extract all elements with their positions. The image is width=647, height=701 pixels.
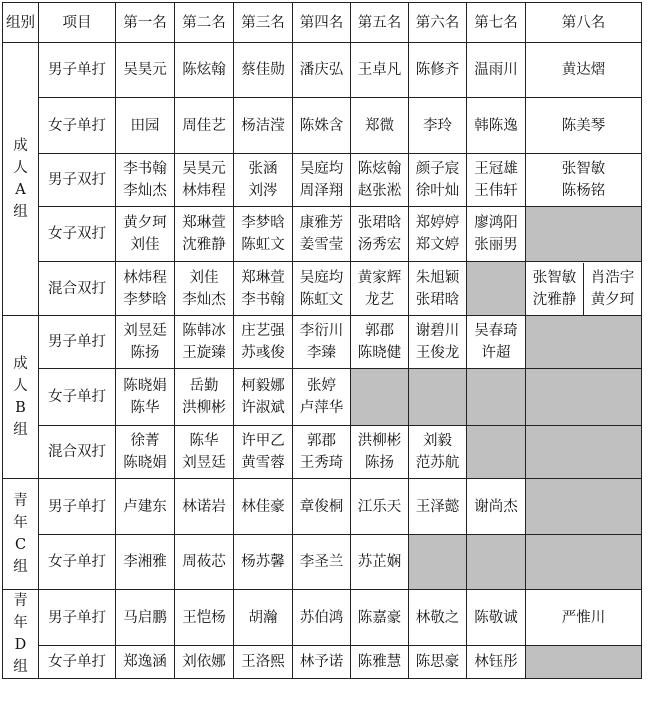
place-cell: 张珺晗 汤秀宏 — [351, 207, 409, 262]
place-cell: 陈韩冰 王旋臻 — [175, 316, 234, 369]
place-cell — [409, 369, 467, 426]
place-cell: 刘昱廷 陈扬 — [116, 316, 175, 369]
place-cell: 岳勤 洪柳彬 — [175, 369, 234, 426]
header-cell: 第三名 — [234, 3, 293, 43]
event-cell: 女子单打 — [39, 535, 116, 590]
place-cell: 张涵 刘涔 — [234, 154, 293, 207]
place-cell — [526, 369, 642, 426]
place-cell: 陈敬诚 — [467, 590, 526, 646]
place-cell: 陈炫翰 — [175, 43, 234, 98]
place-cell — [526, 207, 642, 262]
place-cell: 吴昊元 — [116, 43, 175, 98]
place-cell: 卢建东 — [116, 479, 175, 535]
place-cell: 李梦晗 陈虹文 — [234, 207, 293, 262]
group-cell: 青 年 C 组 — [3, 479, 39, 590]
place-cell: 刘佳 李灿杰 — [175, 262, 234, 316]
place-cell: 韩陈逸 — [467, 98, 526, 154]
place-cell — [467, 262, 526, 316]
place-cell: 谢碧川 王俊龙 — [409, 316, 467, 369]
event-cell: 男子单打 — [39, 43, 116, 98]
place-cell: 陈美琴 — [526, 98, 642, 154]
place-cell: 徐菁 陈晓娟 — [116, 426, 175, 479]
event-cell: 女子双打 — [39, 207, 116, 262]
table-row — [3, 590, 642, 646]
place-cell: 杨苏馨 — [234, 535, 293, 590]
place-cell — [526, 535, 642, 590]
header-cell: 第五名 — [351, 3, 409, 43]
place-cell — [467, 426, 526, 479]
place-cell: 颜子宸 徐叶灿 — [409, 154, 467, 207]
place-cell: 王洛熙 — [234, 646, 293, 679]
place-cell: 张智敏 沈雅静 — [532, 269, 577, 308]
place-cell: 胡瀚 — [234, 590, 293, 646]
place-cell: 许甲乙 黄雪蓉 — [234, 426, 293, 479]
place-cell: 温雨川 — [467, 43, 526, 98]
place-cell: 张智敏 陈杨铭 — [526, 154, 642, 207]
place-cell: 林炜程 李梦晗 — [116, 262, 175, 316]
place-cell: 王卓凡 — [351, 43, 409, 98]
place-cell: 周佳艺 — [175, 98, 234, 154]
table-row — [3, 535, 642, 590]
event-cell: 女子单打 — [39, 369, 116, 426]
event-cell: 男子单打 — [39, 479, 116, 535]
place-cell: 郑琳萱 沈雅静 — [175, 207, 234, 262]
place-cell — [526, 426, 642, 479]
event-cell: 男子单打 — [39, 316, 116, 369]
place-cell: 黄达熠 — [526, 43, 642, 98]
event-cell: 女子单打 — [39, 646, 116, 679]
place-cell: 周莜芯 — [175, 535, 234, 590]
place-cell: 吴庭均 陈虹文 — [293, 262, 351, 316]
table-row — [3, 154, 642, 207]
place-cell: 郑婷婷 郑文婷 — [409, 207, 467, 262]
place-cell: 谢尚杰 — [467, 479, 526, 535]
place-cell: 吴昊元 林炜程 — [175, 154, 234, 207]
place-cell: 李衍川 李臻 — [293, 316, 351, 369]
place-cell: 苏芷娴 — [351, 535, 409, 590]
group-cell: 成 人 B 组 — [3, 316, 39, 479]
place-cell: 林佳豪 — [234, 479, 293, 535]
place-cell: 苏伯鸿 — [293, 590, 351, 646]
place-cell: 朱旭颖 张珺晗 — [409, 262, 467, 316]
place-cell — [351, 369, 409, 426]
place-cell: 陈姝含 — [293, 98, 351, 154]
place-cell: 林诺岩 — [175, 479, 234, 535]
header-cell: 第四名 — [293, 3, 351, 43]
table-row — [3, 479, 642, 535]
place-cell: 康雅芳 姜雪莹 — [293, 207, 351, 262]
table-row — [3, 426, 642, 479]
header-cell: 组别 — [3, 3, 39, 43]
table-row — [3, 207, 642, 262]
event-cell: 男子单打 — [39, 590, 116, 646]
table-row — [3, 98, 642, 154]
group-cell: 青 年 D 组 — [3, 590, 39, 679]
place-cell-split — [526, 262, 642, 316]
place-cell: 王泽懿 — [409, 479, 467, 535]
place-cell: 林敬之 — [409, 590, 467, 646]
table-row — [3, 369, 642, 426]
table-row — [3, 262, 642, 316]
place-cell — [467, 535, 526, 590]
table-row — [3, 43, 642, 98]
header-row — [3, 3, 642, 43]
place-cell: 陈晓娟 陈华 — [116, 369, 175, 426]
event-cell: 男子双打 — [39, 154, 116, 207]
place-cell: 李玲 — [409, 98, 467, 154]
event-cell: 混合双打 — [39, 262, 116, 316]
header-cell: 第一名 — [116, 3, 175, 43]
place-cell: 陈嘉豪 — [351, 590, 409, 646]
place-cell: 江乐天 — [351, 479, 409, 535]
place-cell — [526, 479, 642, 535]
place-cell: 李圣兰 — [293, 535, 351, 590]
place-cell — [467, 369, 526, 426]
place-cell: 陈炫翰 赵张淞 — [351, 154, 409, 207]
event-cell: 女子单打 — [39, 98, 116, 154]
place-cell: 陈思豪 — [409, 646, 467, 679]
place-cell: 洪柳彬 陈扬 — [351, 426, 409, 479]
place-cell: 黄家辉 龙艺 — [351, 262, 409, 316]
place-cell: 林予诺 — [293, 646, 351, 679]
split-wrap — [526, 263, 641, 315]
header-cell: 第七名 — [467, 3, 526, 43]
table-row — [3, 646, 642, 679]
place-cell: 郭郡 陈晓健 — [351, 316, 409, 369]
place-cell: 郑逸涵 — [116, 646, 175, 679]
place-cell: 柯毅娜 许淑斌 — [234, 369, 293, 426]
place-cell: 章俊桐 — [293, 479, 351, 535]
place-cell: 张婷 卢萍华 — [293, 369, 351, 426]
place-cell: 王恺杨 — [175, 590, 234, 646]
place-cell: 李书翰 李灿杰 — [116, 154, 175, 207]
group-cell: 成 人 A 组 — [3, 43, 39, 316]
place-cell: 郑微 — [351, 98, 409, 154]
results-table — [2, 2, 642, 679]
header-cell: 第六名 — [409, 3, 467, 43]
place-cell: 陈修齐 — [409, 43, 467, 98]
place-cell: 吴春琦 许超 — [467, 316, 526, 369]
place-cell: 陈华 刘昱廷 — [175, 426, 234, 479]
place-cell: 廖鸿阳 张丽男 — [467, 207, 526, 262]
event-cell: 混合双打 — [39, 426, 116, 479]
header-cell: 项目 — [39, 3, 116, 43]
place-cell: 李湘雅 — [116, 535, 175, 590]
place-cell: 庄艺强 苏彧俊 — [234, 316, 293, 369]
place-cell — [409, 535, 467, 590]
place-cell: 严惟川 — [526, 590, 642, 646]
place-cell: 林钰彤 — [467, 646, 526, 679]
place-cell: 杨洁滢 — [234, 98, 293, 154]
place-cell: 刘依娜 — [175, 646, 234, 679]
header-cell: 第八名 — [526, 3, 642, 43]
place-cell: 陈雅慧 — [351, 646, 409, 679]
place-cell: 潘庆弘 — [293, 43, 351, 98]
place-cell: 王冠雄 王伟轩 — [467, 154, 526, 207]
place-cell: 马启鹏 — [116, 590, 175, 646]
place-cell: 刘毅 范苏航 — [409, 426, 467, 479]
place-cell: 郭郡 王秀琦 — [293, 426, 351, 479]
place-cell: 肖浩宇 黄夕珂 — [583, 263, 641, 315]
place-cell: 蔡佳勋 — [234, 43, 293, 98]
place-cell: 郑琳萱 李书翰 — [234, 262, 293, 316]
table-row — [3, 316, 642, 369]
place-cell: 吴庭均 周泽翔 — [293, 154, 351, 207]
place-cell — [526, 316, 642, 369]
place-cell — [526, 646, 642, 679]
header-cell: 第二名 — [175, 3, 234, 43]
place-cell: 田园 — [116, 98, 175, 154]
place-cell: 黄夕珂 刘佳 — [116, 207, 175, 262]
